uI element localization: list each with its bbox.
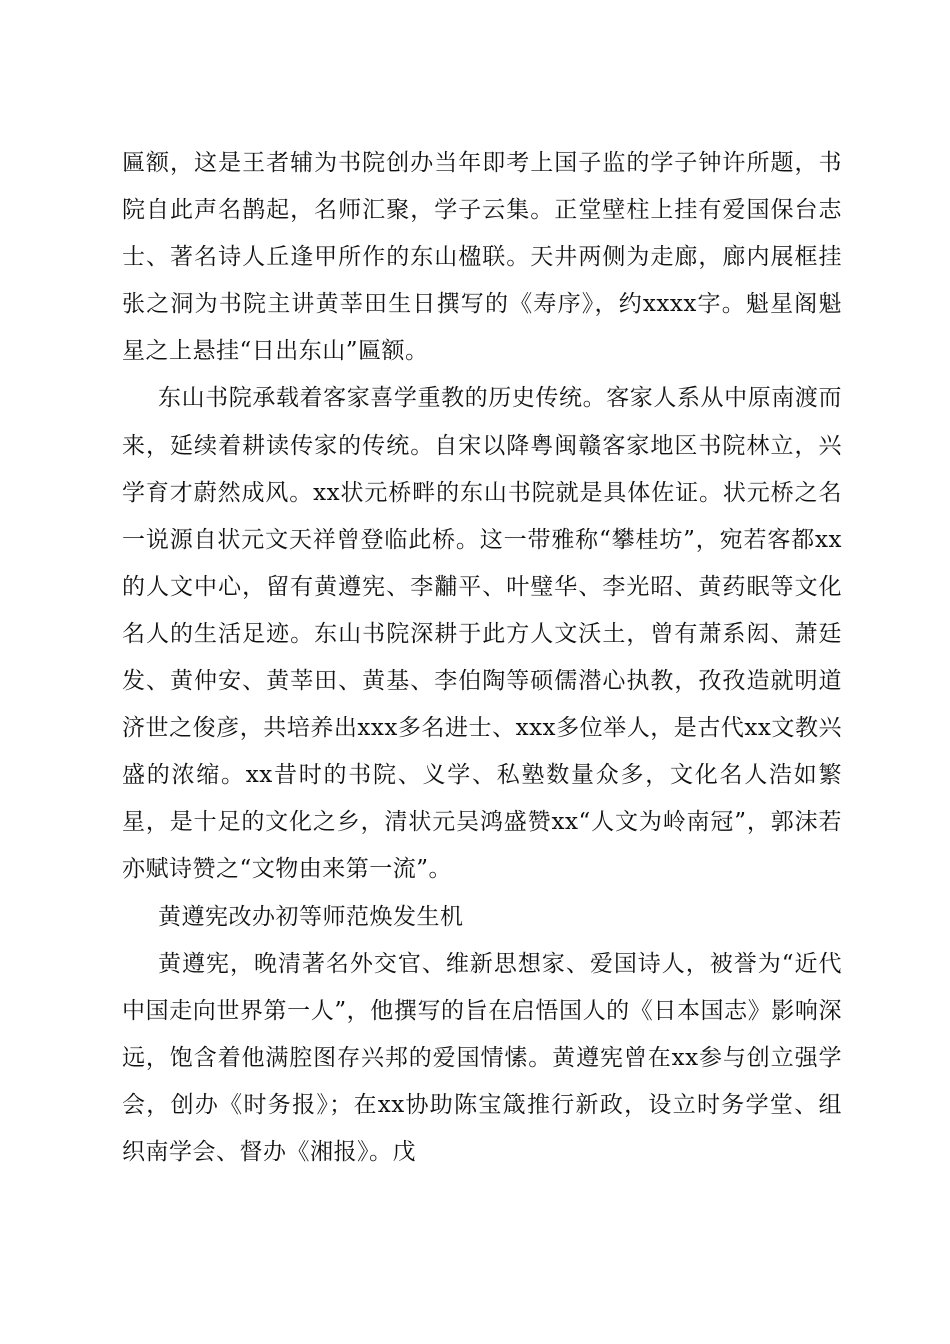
section-heading-huang-zunxian: 黄遵宪改办初等师范焕发生机 [158,903,464,930]
paragraph-huang-zunxian-bio: 黄遵宪，晚清著名外交官、维新思想家、爱国诗人，被誉为“近代中国走向世界第一人”，他撰写的旨在启悟国人的《日本国志》影响深远，饱含着他满腔图存兴邦的爱国情愫。黄遵宪曾在xx参与创立强学会，创办《时务报》；在xx协助陈宝箴推行新政，设立时务学堂、组织南学会、督办《湘报》。戊 [122,950,842,1165]
paragraph-plaque-description: 匾额，这是王者辅为书院创办当年即考上国子监的学子钟许所题，书院自此声名鹊起，名师汇聚，学子云集。正堂壁柱上挂有爱国保台志士、著名诗人丘逢甲所作的东山楹联。天井两侧为走廊，廊内展框挂张之洞为书院主讲黄莘田生日撰写的《寿序》，约xxxx字。魁星阁魁星之上悬挂“日出东山”匾额。 [122,150,842,365]
document-body [122,140,842,1176]
paragraph-hakka-tradition: 东山书院承载着客家喜学重教的历史传统。客家人系从中原南渡而来，延续着耕读传家的传统。自宋以降粤闽赣客家地区书院林立，兴学育才蔚然成风。xx状元桥畔的东山书院就是具体佐证。状元桥之名一说源自状元文天祥曾登临此桥。这一带雅称“攀桂坊”，宛若客都xx的人文中心，留有黄遵宪、李黼平、叶璧华、李光昭、黄药眠等文化名人的生活足迹。东山书院深耕于此方人文沃土，曾有萧系闳、萧廷发、黄仲安、黄莘田、黄基、李伯陶等硕儒潜心执教，孜孜造就明道济世之俊彦，共培养出xxx多名进士、xxx多位举人，是古代xx文教兴盛的浓缩。xx昔时的书院、义学、私塾数量众多，文化名人浩如繁星，是十足的文化之乡，清状元吴鸿盛赞xx“人文为岭南冠”，郭沫若亦赋诗赞之“文物由来第一流”。 [122,385,842,883]
